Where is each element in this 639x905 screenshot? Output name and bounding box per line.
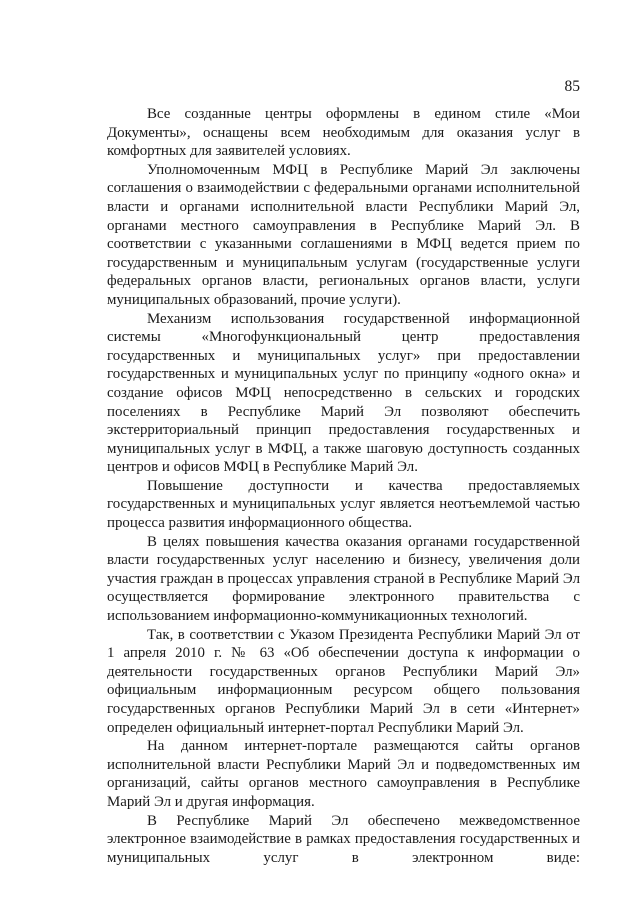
- paragraph-7: На данном интернет-портале размещаются сайты органов исполнительной власти Республики Марий Эл и подведомственных им организаций, сайты органов местного самоуправления в Республике Марий Эл и другая информация.: [107, 738, 580, 810]
- paragraph-4: Повышение доступности и качества предоставляемых государственных и муниципальных услуг является неотъемлемой частью процесса развития информационного общества.: [107, 477, 580, 532]
- paragraph-3: Механизм использования государственной информационной системы «Многофункциональный центр предоставления государственных и муниципальных услуг» при предоставлении государственных и муниципальных услуг по принципу «одного окна» и создание офисов МФЦ непосредственно в сельских и городских поселениях в Республике Марий Эл позволяют обеспечить экстерриториальный принцип предоставления государственных и муниципальных услуг в МФЦ, а также шаговую доступность созданных центров и офисов МФЦ в Республике Марий Эл.: [107, 310, 580, 476]
- paragraph-8: В Республике Марий Эл обеспечено межведомственное электронное взаимодействие в рамках предоставления государственных и муниципальных услуг в электронном виде:: [107, 812, 580, 866]
- paragraph-5: В целях повышения качества оказания органами государственной власти государственных услуг населению и бизнесу, увеличения доли участия граждан в процессах управления страной в Республике Марий Эл осуществляется формирование электронного правительства с использованием информационно-коммуникационных технологий.: [107, 533, 580, 625]
- paragraph-2: Уполномоченным МФЦ в Республике Марий Эл заключены соглашения о взаимодействии с федеральными органами исполнительной власти и органами исполнительной власти Республики Марий Эл, органами местного самоуправления в Республике Марий Эл. В соответствии с указанными соглашениями в МФЦ ведется прием по государственным и муниципальным услугам (государственные услуги федеральных органов власти, региональных органов власти, услуги муниципальных образований, прочие услуги).: [107, 161, 580, 308]
- page-number: 85: [564, 78, 580, 95]
- page-body: [107, 105, 580, 867]
- paragraph-6: Так, в соответствии с Указом Президента Республики Марий Эл от 1 апреля 2010 г. № 63 «Об обеспечении доступа к информации о деятельности государственных органов Республики Марий Эл» официальным информационным ресурсом общего пользования государственных органов Республики Марий Эл в сети «Интернет» определен официальный интернет-портал Республики Марий Эл.: [107, 626, 580, 736]
- paragraph-1: Все созданные центры оформлены в едином стиле «Мои Документы», оснащены всем необходимым для оказания услуг в комфортных для заявителей условиях.: [107, 106, 580, 160]
